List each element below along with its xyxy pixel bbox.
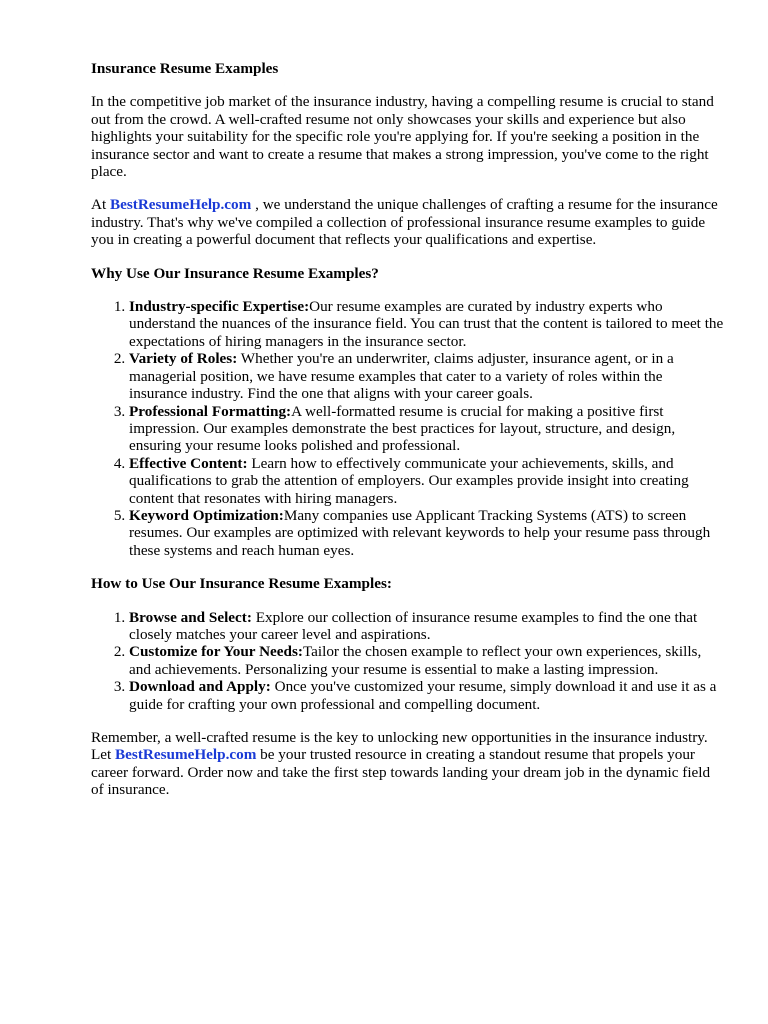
how-heading: How to Use Our Insurance Resume Examples: xyxy=(91,575,392,593)
list-item xyxy=(129,350,724,402)
list-item-text: Learn how to effectively communicate your achievements, skills, and qualifications to grab the attention of employers. Our examples provide insight into creating content that resonates with hiring managers. xyxy=(129,454,689,507)
list-item xyxy=(129,609,724,644)
list-item xyxy=(129,678,724,713)
bestresumehelp-link[interactable]: BestResumeHelp.com xyxy=(109,196,252,214)
list-item-text: Our resume examples are curated by industry experts who understand the nuances of the insurance field. You can trust that the content is tailored to meet the expectations of hiring managers in the insurance sector. xyxy=(129,298,724,350)
closing-line1: Remember, a well-crafted resume is the key to unlocking new opportunities in the insurance industry. xyxy=(91,729,708,746)
list-item-label: Browse and Select: xyxy=(129,608,252,626)
closing-paragraph xyxy=(91,729,724,799)
list-item xyxy=(129,298,724,350)
list-item-text: Many companies use Applicant Tracking Systems (ATS) to screen resumes. Our examples are optimized with relevant keywords to help your resume pass through these systems and reach human eyes. xyxy=(129,506,711,559)
list-item-text: Explore our collection of insurance resume examples to find the one that closely matches your career level and aspirations. xyxy=(129,608,698,643)
list-item-label: Keyword Optimization: xyxy=(129,506,284,524)
list-item xyxy=(129,507,724,559)
how-list xyxy=(91,609,724,713)
list-item-label: Effective Content: xyxy=(129,454,248,472)
closing-suffix: be your trusted resource in creating a standout resume that propels your career forward. Order now and take the first step towards landing your dream job in the dynamic field of insurance. xyxy=(91,746,711,799)
about-prefix: At xyxy=(91,196,110,214)
list-item-text: Whether you're an underwriter, claims adjuster, insurance agent, or in a managerial position, we have resume examples that cater to a variety of roles within the insurance industry. Find the one that aligns with your career goals. xyxy=(129,350,674,403)
list-item-label: Variety of Roles: xyxy=(129,350,238,368)
list-item xyxy=(129,455,724,507)
list-item-label: Customize for Your Needs: xyxy=(129,643,303,661)
page-title: Insurance Resume Examples xyxy=(91,60,279,77)
about-suffix: , we understand the unique challenges of crafting a resume for the insurance industry. That's why we've compiled a collection of professional insurance resume examples to guide you in creating a powerful document that reflects your qualifications and expertise. xyxy=(91,196,718,249)
bestresumehelp-link[interactable]: BestResumeHelp.com xyxy=(115,746,257,764)
list-item-label: Download and Apply: xyxy=(129,678,271,696)
list-item-text: A well-formatted resume is crucial for making a positive first impression. Our examples demonstrate the best practices for layout, structure, and design, ensuring your resume looks polished and professional. xyxy=(129,402,676,455)
about-paragraph xyxy=(91,196,724,248)
list-item-text: Once you've customized your resume, simply download it and use it as a guide for crafting your own professional and compelling document. xyxy=(129,678,717,713)
list-item xyxy=(129,403,724,455)
intro-paragraph: In the competitive job market of the insurance industry, having a compelling resume is crucial to stand out from the crowd. A well-crafted resume not only showcases your skills and experience but also highlights your suitability for the specific role you're applying for. If you're seeking a position in the insurance sector and want to create a resume that makes a strong impression, you've come to the right place. xyxy=(91,93,714,181)
list-item-label: Industry-specific Expertise: xyxy=(129,298,310,316)
why-heading: Why Use Our Insurance Resume Examples? xyxy=(91,264,379,282)
why-list xyxy=(91,298,724,559)
list-item xyxy=(129,643,724,678)
closing-prefix: Let xyxy=(91,746,116,764)
list-item-label: Professional Formatting: xyxy=(129,402,292,420)
list-item-text: Tailor the chosen example to reflect your own experiences, skills, and achievements. Personalizing your resume is essential to make a lasting impression. xyxy=(129,643,702,678)
